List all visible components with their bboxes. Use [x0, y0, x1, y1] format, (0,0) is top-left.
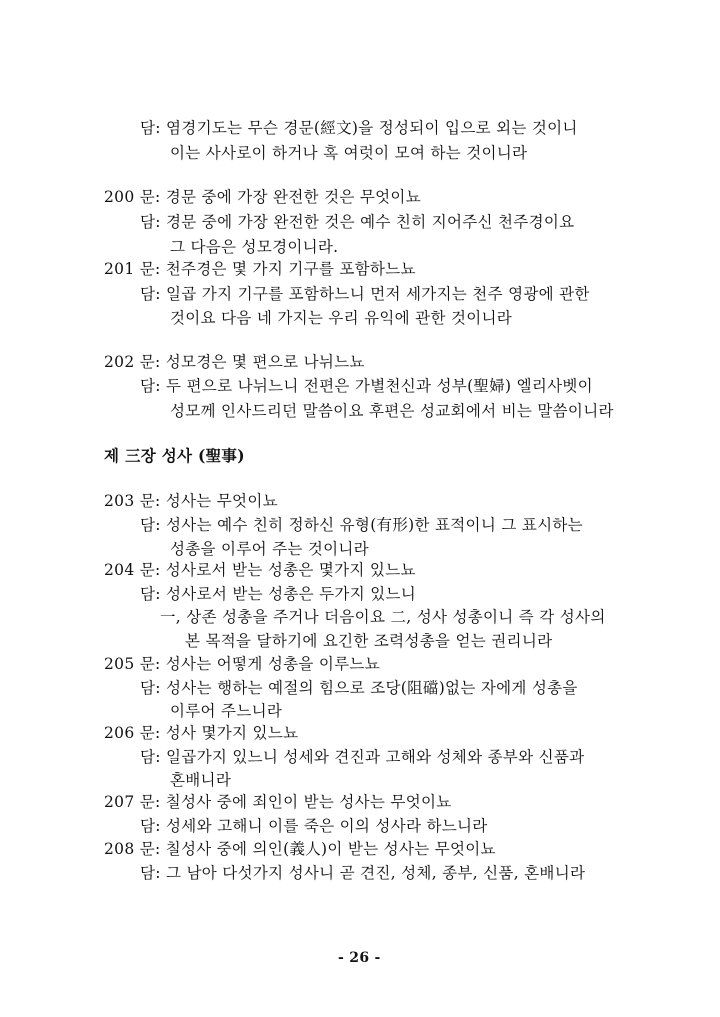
- answer-200-continuation: 그 다음은 성모경이니라.: [170, 238, 339, 256]
- chapter-heading: 제 三장 성사 (聖事): [104, 446, 245, 465]
- answer-206: 담: 일곱가지 있느니 성세와 견진과 고해와 성체와 종부와 신품과: [140, 748, 585, 766]
- question-206: 206 문: 성사 몇가지 있느뇨: [104, 724, 299, 742]
- answer-202: 담: 두 편으로 나뉘느니 전편은 가별천신과 성부(聖婦) 엘리사벳이: [140, 377, 593, 395]
- answer-201: 담: 일곱 가지 기구를 포함하느니 먼저 세가지는 천주 영광에 관한: [140, 285, 590, 303]
- answer-204: 담: 성사로서 받는 성총은 두가지 있느니: [140, 585, 417, 603]
- question-204: 204 문: 성사로서 받는 성총은 몇가지 있느뇨: [104, 561, 416, 579]
- answer-208: 담: 그 남아 다섯가지 성사니 곧 견진, 성체, 종부, 신품, 혼배니라: [140, 864, 586, 882]
- answer-203-continuation: 성총을 이루어 주는 것이니라: [170, 540, 369, 558]
- answer-200: 담: 경문 중에 가장 완전한 것은 예수 친히 지어주신 천주경이요: [140, 213, 575, 231]
- question-203: 203 문: 성사는 무엇이뇨: [104, 492, 278, 510]
- answer-201-continuation: 것이요 다음 네 가지는 우리 유익에 관한 것이니라: [170, 309, 513, 327]
- answer-204-item-continuation: 본 목적을 달하기에 요긴한 조력성총을 얻는 권리니라: [185, 632, 553, 650]
- answer-205: 담: 성사는 행하는 예절의 힘으로 조당(阻礑)없는 자에게 성총을: [140, 679, 578, 697]
- answer-207: 담: 성세와 고해니 이를 죽은 이의 성사라 하느니라: [140, 817, 488, 835]
- question-200: 200 문: 경문 중에 가장 완전한 것은 무엇이뇨: [104, 188, 421, 206]
- question-205: 205 문: 성사는 어떻게 성총을 이루느뇨: [104, 655, 380, 673]
- question-208: 208 문: 칠성사 중에 의인(義人)이 받는 성사는 무엇이뇨: [104, 840, 496, 858]
- answer-line: 담: 염경기도는 무슨 경문(經文)을 정성되이 입으로 외는 것이니: [140, 119, 578, 137]
- answer-continuation: 이는 사사로이 하거나 혹 여럿이 모여 하는 것이니라: [170, 144, 528, 162]
- question-202: 202 문: 성모경은 몇 편으로 나뉘느뇨: [104, 353, 365, 371]
- page-number: - 26 -: [338, 950, 381, 966]
- question-207: 207 문: 칠성사 중에 죄인이 받는 성사는 무엇이뇨: [104, 793, 452, 811]
- answer-205-continuation: 이루어 주느니라: [170, 702, 283, 720]
- question-201: 201 문: 천주경은 몇 가지 기구를 포함하느뇨: [104, 260, 416, 278]
- answer-204-item: 一, 상존 성총을 주거나 더음이요 二, 성사 성총이니 즉 각 성사의: [160, 608, 606, 626]
- answer-203: 담: 성사는 예수 친히 정하신 유형(有形)한 표적이니 그 표시하는: [140, 516, 583, 534]
- answer-202-continuation: 성모께 인사드리던 말씀이요 후편은 성교회에서 비는 말씀이니라: [170, 402, 614, 420]
- answer-206-continuation: 혼배니라: [170, 771, 232, 789]
